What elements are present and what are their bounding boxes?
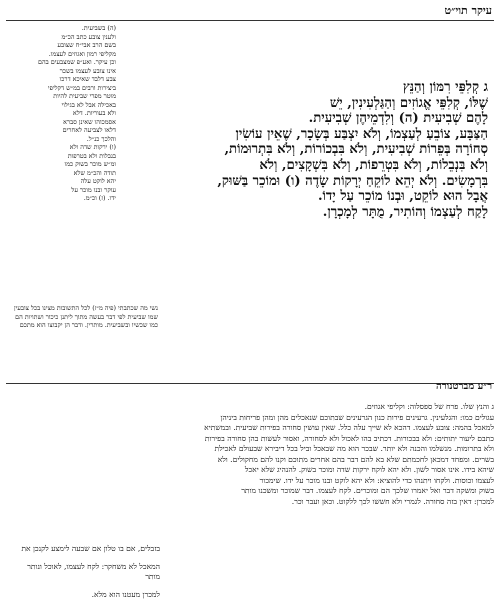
commentary-footnote: נשי מה שכתבתי (פיה מ״ז) לכל התשובות מצינו בכל צובעין שמו שביעית לפי דבר בעשה מתוך ליתנן כיכור ושתויות הם כמו שכשיו ובשביעית. מותרין. ודבר הן יקבוצו הוא מתכם — [13, 304, 158, 329]
bartenura-line: ג והנץ שלו. פרח של ספסלוה: וקליפי אגוזים. — [364, 402, 494, 411]
bartenura-line: לעצמו וכוסות. ולקחו ויתנהו כדי להוציא: ולא יהא לוקט ובנו מוכר על ידו. שימכור — [259, 475, 494, 485]
commentary-line: וכן עיקר. ואע״פ שמצבעים בהם — [37, 58, 116, 66]
bartenura-line: למכרן מעטנו הוא מלא. — [91, 590, 160, 600]
bartenura-line: בזבלים, אם בו טלון אם שבעה לימצע לקנכן את — [21, 543, 160, 553]
bartenura-line: בשוק ומשקה דבר ואל יאמרו שלכך הם ומוכרים. לקח לעצמו. דבר שמוכר ומשכנו מותר — [241, 486, 494, 495]
mishnah-line: וְלֹא בִּנְבֵלוֹת, וְלֹא בִּטְרֵפוֹת, וְלֹא בִּשְׁקָצִים, וְלֹא — [259, 157, 488, 173]
bartenura-title: ר״ע מברטנורה — [435, 381, 492, 392]
commentary-line: תודה והכ״מ שלא — [73, 168, 116, 177]
commentary-line: בנבלות ולא בטרפות — [67, 151, 116, 160]
bartenura-line: ולא בתרומות. מנשלמו והכנה ולא יותר. שבכר הוא מה שבאכל וביל בכל דיבירא שבעולם לאכילת — [214, 444, 494, 453]
mishnah-line: סְחוֹרָה בְּפֵרוֹת שְׁבִיעִית, וְלֹא בִּבְכוֹרוֹת, וְלֹא בִּתְרוּמוֹת, — [224, 142, 488, 158]
bartenura-line: למאכל בהמה: צובע לעצמו. דהכא לא שייך עלה כלל. שאין עושין סחורה בפירות שביעית. ובמשתיא — [204, 423, 494, 432]
bartenura-line: למכרן: דאין בזה סחורה. לגמרי ולא חששו לכך ללקוט. וכאן ועבר וכר. — [291, 496, 494, 506]
commentary-line: אינו צובע לעצמו בשכר — [59, 66, 116, 75]
mishnah-line: לָהֶם שְׁבִיעִית (ה) וְלִדְמֵיהֶן שְׁבִיעִית. — [308, 111, 488, 127]
section-divider — [6, 383, 494, 384]
commentary-line: ולענין צובע כתב הכ״מ — [61, 32, 116, 41]
mishnah-line-text: קְלִפֵּי רִמּוֹן וְהַנֵּץ — [402, 80, 480, 95]
commentary-line: ולא בעוריות. דלא — [72, 109, 116, 117]
commentary-line: ומ״ש מוכר בשוק כמו — [64, 160, 116, 168]
commentary-line: (ו) ירקות שדה ולא — [69, 143, 116, 151]
commentary-line: יהא לוקט עלה — [80, 177, 116, 185]
bartenura-line: בשרים. ומפחד דמכאן לחכמתם שלא בא להם דבר בהם אחרים מתוכם וקנו להם מחקולים. ולא — [217, 454, 494, 464]
bartenura-commentary — [10, 402, 494, 507]
mishnah-line — [128, 80, 488, 96]
mishnah-text — [128, 80, 488, 220]
bartenura-line: המאכל לא משחקר: לקח לעצמו, לאוכל ונותר מותר — [27, 561, 160, 582]
tosafot-yom-tov-column — [6, 24, 116, 203]
commentary-line: אסמכוהו שאינן סברא — [63, 117, 116, 126]
commentary-line: בשם הרב אבי״ח שצובע — [57, 41, 116, 49]
commentary-line: עוקר ובנו מוכר על — [71, 185, 116, 194]
mishnah-line: לָקַח לְעַצְמוֹ וְהוֹתִיר, מֻתָּר לְמָכְרָן. — [322, 204, 488, 220]
mishnah-line: הַצַּבָּע, צוֹבֵעַ לְעַצְמוֹ, וְלֹא יִצְבַּע בְּשָׂכָר, שֶׁאֵין עוֹשִׂין — [235, 126, 488, 142]
bartenura-line: שיהא בידו. אינו אסור לשון. ולא יהא לוקח ירקות שדה ומוכר בשוק. להנהיג שלא יאכל — [244, 465, 494, 474]
commentary-line: ידו. (ז) וכ״מ. — [83, 194, 116, 202]
commentary-line: צבע דלבד שאיכא דרכו — [59, 75, 116, 83]
mishnah-number: ג — [483, 80, 488, 95]
commentary-line: מקליפי רמון ואגוזים לעצמו. — [48, 49, 116, 58]
mishnah-line: שֶׁלּוֹ, קְלִפֵּי אֱגוֹזִים וְהַגַּלְעִינִין, יֵשׁ — [329, 95, 488, 111]
page-header: עיקר תוי״ט — [444, 4, 492, 17]
commentary-line: והלכך כנ״ל. — [86, 134, 116, 143]
bartenura-tail — [10, 536, 160, 608]
commentary-line: ביצירות ורבים במ״ש דקליפי — [47, 83, 116, 92]
commentary-line: מוטר מפרי שביעית להיות — [53, 92, 116, 100]
mishnah-line: אֲבָל הוּא לוֹקֵט, וּבְנוֹ מוֹכֵר עַל יָדוֹ. — [317, 189, 488, 205]
header-divider — [6, 20, 494, 21]
commentary-line: באכילה אבל לא בגילוי — [61, 100, 116, 109]
bartenura-line: כתבם ליעור יתותים: ולא בבכורות. דכתיב בהו לאכול ולא לסחורה, ואסור לעשות בהן סחורה בפירות — [204, 433, 494, 443]
commentary-line: דלאו לצביעה לאחרים — [62, 126, 116, 134]
commentary-line: (ה) בשביעית. — [81, 24, 116, 32]
bartenura-line: עגולים כמו: והגלעינין. גרעינים פירות כנון הגרעינים שבתוכם שנאכלים מהן ומהן פריחות ביניהן — [220, 412, 494, 422]
mishnah-line: בִּרְמָשִׂים. וְלֹא יְהֵא לוֹקֵחַ יְרָקוֹת שָׂדֶה (ו) וּמוֹכֵר בַּשּׁוּק, — [217, 173, 488, 189]
